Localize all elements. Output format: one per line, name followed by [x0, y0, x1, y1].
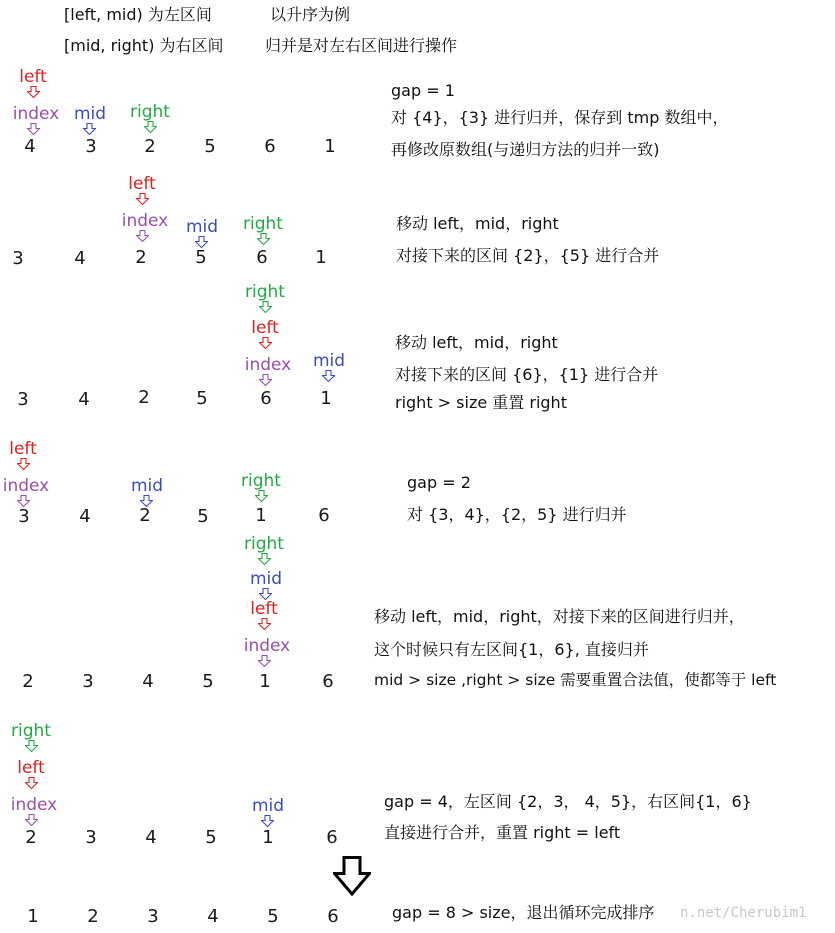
pointer-left: left: [17, 758, 45, 778]
step-note: 对接下来的区间 {6}，{1} 进行合并: [395, 365, 659, 384]
step-note: mid > size ,right > size 需要重置合法值，使都等于 left: [374, 671, 777, 689]
pointer-index: index: [244, 355, 292, 375]
down-arrow-icon: [261, 815, 274, 827]
pointer-left: left: [9, 439, 37, 459]
array-cell: 2: [87, 906, 99, 927]
array-cell: 5: [204, 136, 216, 157]
pointer-right: right: [11, 721, 51, 741]
down-arrow-icon: [259, 301, 272, 313]
step-note: right > size 重置 right: [395, 393, 567, 412]
array-cell: 4: [78, 389, 90, 410]
step-note: 对 {3，4}，{2，5} 进行归并: [407, 505, 627, 524]
pointer-mid: mid: [251, 796, 285, 816]
array-cell: 4: [207, 906, 219, 927]
down-arrow-icon: [136, 230, 149, 242]
array-cell: 3: [12, 248, 24, 269]
array-cell: 4: [145, 827, 157, 848]
legend-ascending: 以升序为例: [270, 5, 351, 24]
pointer-left: left: [250, 599, 278, 619]
pointer-mid: mid: [185, 217, 219, 237]
watermark: n.net/Cherubim1: [680, 905, 807, 921]
array-cell: 2: [139, 505, 151, 526]
array-cell: 2: [135, 247, 147, 268]
down-arrow-icon: [136, 193, 149, 205]
array-cell: 1: [315, 247, 327, 268]
down-arrow-icon: [255, 490, 268, 502]
pointer-index: index: [121, 211, 169, 231]
down-arrow-icon: [322, 370, 335, 382]
step-note: 这个时候只有左区间{1，6}, 直接归并: [374, 640, 649, 659]
step-note: gap = 8 > size，退出循环完成排序: [392, 903, 655, 922]
down-arrow-icon: [258, 618, 271, 630]
pointer-index: index: [243, 636, 291, 656]
array-cell: 5: [197, 506, 209, 527]
pointer-right: right: [241, 471, 281, 491]
legend-right-interval: [mid, right) 为右区间: [64, 36, 224, 55]
array-cell: 1: [259, 671, 271, 692]
pointer-mid: mid: [312, 351, 346, 371]
array-cell: 6: [264, 136, 276, 157]
pointer-index: index: [2, 476, 50, 496]
pointer-mid: mid: [249, 569, 283, 589]
step-note: 移动 left，mid，right: [395, 333, 558, 352]
down-arrow-icon: [258, 553, 271, 565]
array-cell: 3: [147, 906, 159, 927]
down-arrow-icon: [259, 337, 272, 349]
pointer-index: index: [10, 795, 58, 815]
array-cell: 5: [195, 247, 207, 268]
down-arrow-icon: [27, 123, 40, 135]
step-note: 对接下来的区间 {2}，{5} 进行合并: [396, 246, 660, 265]
array-cell: 6: [326, 827, 338, 848]
array-cell: 2: [22, 671, 34, 692]
step-note: gap = 4，左区间 {2，3， 4，5}，右区间{1，6}: [384, 792, 752, 811]
array-cell: 4: [79, 506, 91, 527]
pointer-left: left: [251, 318, 279, 338]
pointer-right: right: [244, 534, 284, 554]
step-note: gap = 2: [407, 473, 471, 492]
array-cell: 6: [318, 505, 330, 526]
array-cell: 3: [85, 827, 97, 848]
array-cell: 6: [260, 388, 272, 409]
array-cell: 4: [142, 671, 154, 692]
array-cell: 6: [322, 671, 334, 692]
step-note: 移动 left，mid，right: [396, 214, 559, 233]
array-cell: 3: [82, 671, 94, 692]
array-cell: 6: [327, 906, 339, 927]
down-arrow-icon: [25, 814, 38, 826]
array-cell: 1: [262, 827, 274, 848]
pointer-left: left: [19, 67, 47, 87]
step-note: 移动 left，mid，right，对接下来的区间进行归并，: [374, 607, 745, 626]
step-note: gap = 1: [391, 81, 455, 100]
legend-left-interval: [left, mid) 为左区间: [64, 5, 212, 24]
array-cell: 5: [205, 827, 217, 848]
pointer-right: right: [130, 102, 170, 122]
down-arrow-icon: [257, 233, 270, 245]
step-note: 再修改原数组(与递归方法的归并一致): [391, 140, 660, 159]
array-cell: 3: [18, 506, 30, 527]
pointer-left: left: [128, 174, 156, 194]
array-cell: 2: [144, 136, 156, 157]
down-arrow-icon: [17, 458, 30, 470]
array-cell: 6: [256, 247, 268, 268]
big-down-arrow-icon: [333, 856, 371, 896]
down-arrow-icon: [258, 655, 271, 667]
array-cell: 4: [74, 248, 86, 269]
pointer-right: right: [245, 282, 285, 302]
down-arrow-icon: [27, 86, 40, 98]
array-cell: 4: [24, 136, 36, 157]
pointer-index: index: [12, 104, 60, 124]
array-cell: 5: [267, 906, 279, 927]
array-cell: 2: [25, 827, 37, 848]
array-cell: 1: [255, 505, 267, 526]
down-arrow-icon: [144, 121, 157, 133]
pointer-mid: mid: [73, 104, 107, 124]
array-cell: 3: [17, 389, 29, 410]
array-cell: 1: [320, 388, 332, 409]
down-arrow-icon: [25, 740, 38, 752]
array-cell: 1: [27, 906, 39, 927]
down-arrow-icon: [259, 374, 272, 386]
array-cell: 5: [196, 388, 208, 409]
array-cell: 5: [202, 671, 214, 692]
step-note: 直接进行合并，重置 right = left: [384, 823, 621, 842]
legend-merge-rule: 归并是对左右区间进行操作: [265, 36, 458, 55]
step-note: 对 {4}，{3} 进行归并，保存到 tmp 数组中，: [391, 108, 729, 127]
pointer-mid: mid: [130, 476, 164, 496]
pointer-right: right: [243, 214, 283, 234]
array-cell: 2: [138, 387, 150, 408]
array-cell: 3: [85, 136, 97, 157]
down-arrow-icon: [83, 123, 96, 135]
array-cell: 1: [324, 136, 336, 157]
down-arrow-icon: [25, 777, 38, 789]
